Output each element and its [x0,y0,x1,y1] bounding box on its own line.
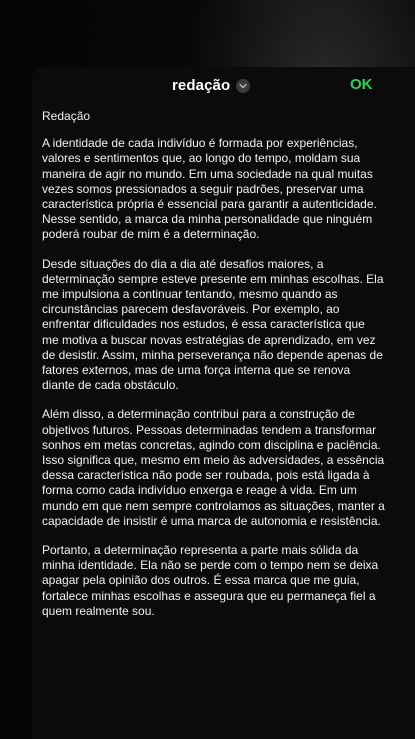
paragraph-line: Isso significa que, mesmo em meio às adversidades, a essência [42,453,385,468]
paragraph-line: dessa característica não pode ser roubada, pois está ligada à [42,468,370,483]
paragraph-line: mundo em que nem sempre controlamos as situações, manter a [42,498,385,513]
paragraph-line: vezes somos pressionados a seguir padrões, preservar uma [42,181,364,196]
paragraph-line: maneira de agir no mundo. Em uma sociedade na qual muitas [42,166,373,181]
paragraph-line: poderá roubar de mim é a determinação. [42,227,260,242]
paragraph-line: característica própria é essencial para garantir a autenticidade. [42,197,377,212]
ok-button[interactable]: OK [350,76,373,93]
paragraph-line: circunstâncias parecem desfavoráveis. Por exemplo, ao [42,302,340,317]
title-dropdown[interactable] [172,77,250,94]
paragraph-line: apagar pela opinião dos outros. É essa marca que me guia, [42,573,360,588]
paragraph-line: valores e sentimentos que, ao longo do tempo, moldam sua [42,151,361,166]
paragraph-line: forma como cada indivíduo enxerga e reage à vida. Em um [42,483,357,498]
paragraph-line: me impulsiona a continuar tentando, mesmo quando as [42,287,338,302]
paragraph-line: Nesse sentido, a marca da minha personalidade que ninguém [42,212,373,227]
paragraph-line: fatores externos, mas de uma força interna que se renova [42,363,351,378]
document-heading: Redação [42,109,91,123]
paragraph-line: diante de cada obstáculo. [42,378,179,393]
header-bar [32,67,415,105]
paragraph-line: sonhos em metas concretas, agindo com disciplina e paciência. [42,437,381,452]
chevron-down-icon [236,79,250,93]
note-sheet [32,67,415,739]
note-title: redação [172,77,231,94]
paragraph-line: A identidade de cada indivíduo é formada por experiências, [42,136,358,151]
paragraph-line: enfrentar dificuldades nos estudos, é essa característica que [42,317,365,332]
paragraph-line: fortalece minhas escolhas e assegura que eu permaneça fiel a [42,588,376,603]
note-body[interactable] [42,109,414,633]
paragraph [42,136,414,242]
paragraph-line: quem realmente sou. [42,603,155,618]
paragraph [42,543,414,619]
paragraph-line: Portanto, a determinação representa a parte mais sólida da [42,543,359,558]
paragraph-line: Desde situações do dia a dia até desafios maiores, a [42,256,324,271]
paragraph-line: minha identidade. Ela não se perde com o tempo nem se deixa [42,558,379,573]
paragraph-line: me motiva a buscar novas estratégias de aprendizado, em vez [42,332,376,347]
paragraph [42,257,414,394]
paragraph-line: capacidade de insistir é uma marca de autonomia e resistência. [42,513,381,528]
paragraph-line: determinação sempre esteve presente em minhas escolhas. Ela [42,271,384,286]
paragraph [42,407,414,529]
paragraph-line: de desistir. Assim, minha perseverança não depende apenas de [42,347,383,362]
paragraph-line: objetivos futuros. Pessoas determinadas tendem a transformar [42,422,377,437]
paragraph-line: Além disso, a determinação contribui para a construção de [42,407,355,422]
